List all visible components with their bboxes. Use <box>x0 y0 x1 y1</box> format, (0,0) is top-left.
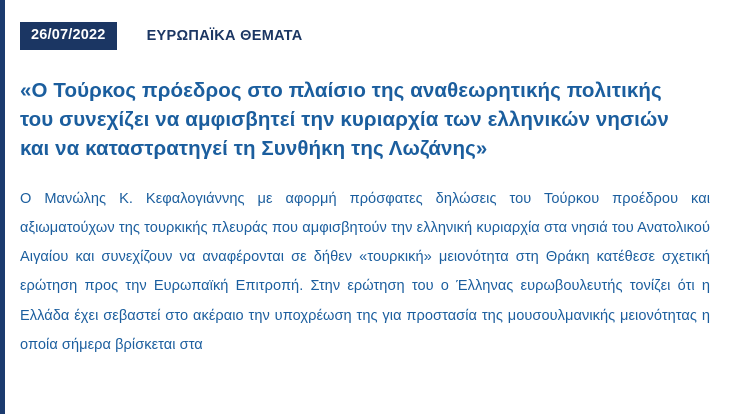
article-headline: «Ο Τούρκος πρόεδρος στο πλαίσιο της αναθεωρητικής πολιτικής του συνεχίζει να αμφισβητεί την κυριαρχία των ελληνικών νησιών και να καταστρατηγεί τη Συνθήκη της Λωζάνης» <box>20 78 669 160</box>
publish-date-badge: 26/07/2022 <box>20 22 117 50</box>
article-meta-row <box>20 0 720 50</box>
article-body-paragraph: Ο Μανώλης Κ. Κεφαλογιάννης με αφορμή πρόσφατες δηλώσεις του Τούρκου προέδρου και αξιωματούχων της τουρκικής πλευράς που αμφισβητούν την ελληνική κυριαρχία στα νησιά του Ανατολικού Αιγαίου και συνεχίζουν να αναφέρονται σε δήθεν «τουρκική» μειονότητα στη Θράκη κατέθεσε σχετική ερώτηση προς την Ευρωπαϊκή Επιτροπή. Στην ερώτηση του ο Έλληνας ευρωβουλευτής τονίζει ότι η Ελλάδα έχει σεβαστεί στο ακέραιο την υποχρέωση της για προστασία της μουσουλμανικής μειονότητας η οποία σήμερα βρίσκεται στα <box>20 190 710 353</box>
article-category-label[interactable]: ΕΥΡΩΠΑΪΚΑ ΘΕΜΑΤΑ <box>146 27 303 44</box>
page-left-accent-bar <box>0 0 5 414</box>
article-body <box>20 185 710 360</box>
article-content <box>20 0 720 414</box>
